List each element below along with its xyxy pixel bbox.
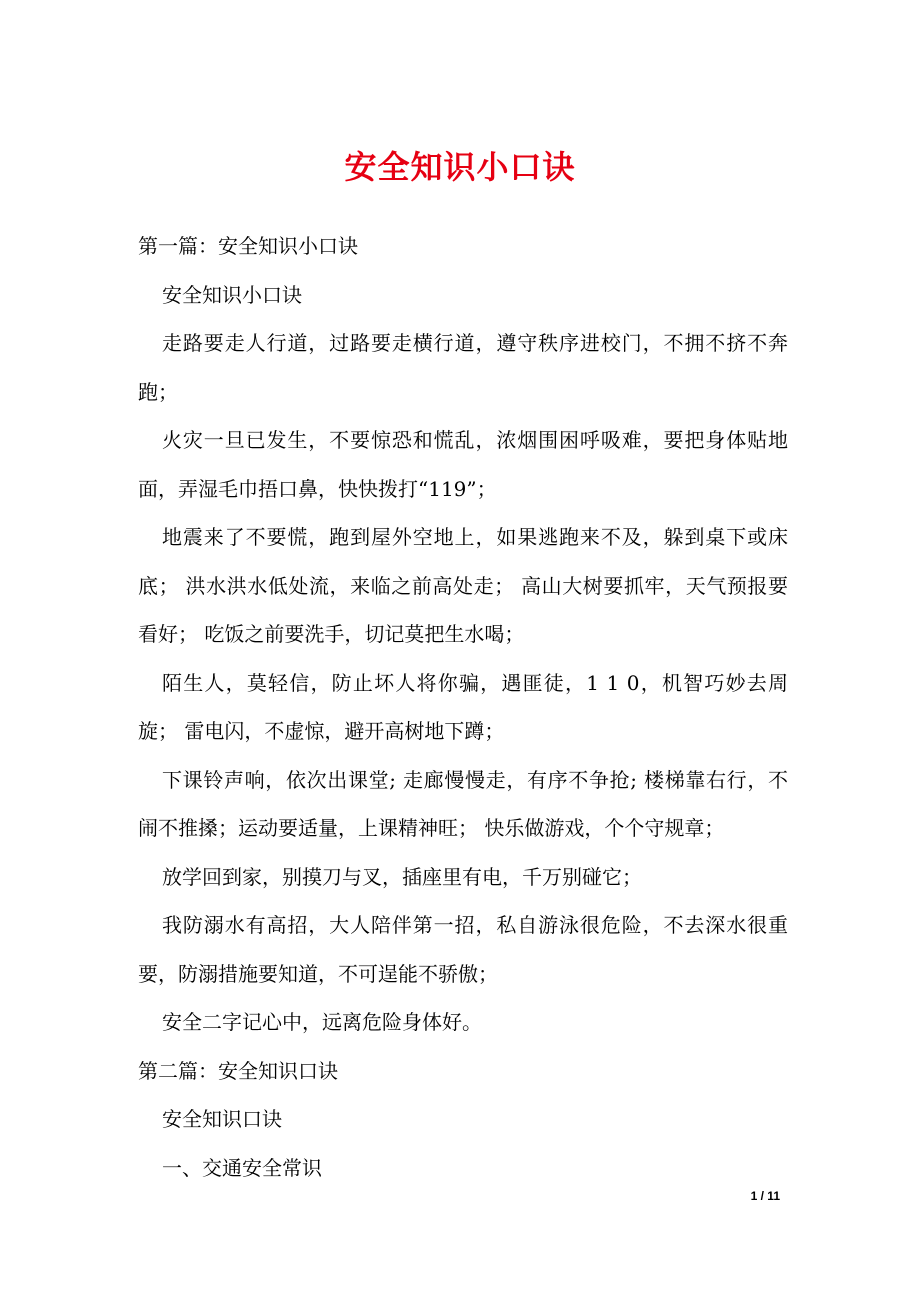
paragraph: 我防溺水有高招，大人陪伴第一招，私自游泳很危险，不去深水很重要，防溺措施要知道，不可逞能不骄傲； xyxy=(138,913,788,986)
section-heading: 第二篇：安全知识口诀 xyxy=(138,1058,338,1083)
page-number: 1 / 11 xyxy=(750,1189,780,1203)
section-heading: 第一篇：安全知识小口诀 xyxy=(138,234,358,258)
paragraph: 安全知识口诀 xyxy=(162,1107,282,1131)
paragraph: 一、交通安全常识 xyxy=(162,1155,322,1180)
paragraph: 火灾一旦已发生，不要惊恐和慌乱，浓烟围困呼吸难，要把身体贴地面，弄湿毛巾捂口鼻，快快拨打“119”； xyxy=(138,428,788,501)
paragraph: 安全二字记心中，远离危险身体好。 xyxy=(162,1010,482,1034)
paragraph: 安全知识小口诀 xyxy=(162,282,302,307)
document-body xyxy=(138,222,788,1192)
paragraph: 下课铃声响，依次出课堂; 走廊慢慢走，有序不争抢; 楼梯靠右行，不闹不推搡；运动要适量，上课精神旺； 快乐做游戏，个个守规章； xyxy=(138,767,788,840)
paragraph: 地震来了不要慌，跑到屋外空地上，如果逃跑来不及，躲到桌下或床底； 洪水洪水低处流，来临之前高处走； 高山大树要抓牢，天气预报要看好； 吃饭之前要洗手，切记莫把生水喝； xyxy=(138,525,788,646)
paragraph: 走路要走人行道，过路要走横行道，遵守秩序进校门，不拥不挤不奔跑； xyxy=(138,331,788,404)
paragraph: 放学回到家，别摸刀与叉，插座里有电，千万别碰它； xyxy=(162,864,642,889)
document-title: 安全知识小口诀 xyxy=(344,148,576,186)
paragraph: 陌生人，莫轻信，防止坏人将你骗，遇匪徒，1 1 0，机智巧妙去周旋； 雷电闪，不虚惊，避开高树地下蹲； xyxy=(138,670,788,743)
